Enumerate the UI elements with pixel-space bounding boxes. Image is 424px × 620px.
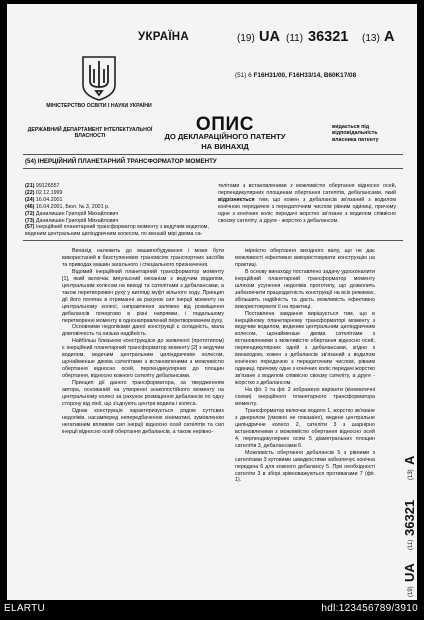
description-right-column xyxy=(235,248,375,484)
biblio-row: (24) 16.04.2001 xyxy=(25,196,63,203)
paragraph: Найбільш близькою конструкцією до заявленої (прототипом) є інерційний планетарний трансформатор моменту [2] з ведучим водилом, веденим центральним циліндричним колесом, щонайменше двома сателітами з встановленими з можливістю обертання відносно осей, перпендикулярних до площин обертання, відносно кожного сателіту дебалансами. xyxy=(62,338,224,380)
divider xyxy=(23,168,403,169)
invention-title: (54) ІНЕРЦІЙНИЙ ПЛАНЕТАРНИЙ ТРАНСФОРМАТОР МОМЕНТУ xyxy=(25,158,217,165)
bibliographic-data xyxy=(25,183,209,238)
ipc-prefix: (51) 6 xyxy=(235,72,252,79)
paragraph: Відомий інерційний планетарний трансформатор моменту [1], який включає імпульсний механізм з ведучим водилом, центральним колесом на виході та сателітами з дебалансами, а також перетворювач руху у вигляді муфт вільного ходу. Принцип дії його полягає в отриманні за рахунок сил інерції моменту на центральному колесі, направлення залежно від розміщення дебалансів почергово в різні напрямки, і подальшому перетворенні моменту в однонаправлений перетворювачем руху. xyxy=(62,268,224,324)
vertical-patent-number xyxy=(403,350,415,600)
paragraph: Винахід належить до машинобудування і може бути використаний в безступеневих трансмісіях транспортних засобів та приводах машин загального і спеціального призначення. xyxy=(62,248,224,268)
description-left-column xyxy=(62,248,224,436)
vertical-patent-number-text: 36321 xyxy=(402,499,417,536)
paragraph: мірністю обертання вихідного валу, що не дає можливості ефективно використовувати конструкцію на практиці. xyxy=(235,248,375,268)
side-note: видається під відповідальність власника патенту xyxy=(332,124,379,143)
paragraph: На фіг. 1 та фіг. 2 зображено варіанти (кінематичні схеми) інерційного планетарного трансформатора моменту. xyxy=(235,387,375,407)
country-code: UA xyxy=(259,29,280,45)
paragraph: В основу винаходу поставлено задачу удосконалити інерційний планетарний трансформатор моменту шляхом усунення недоліків прототипу, що дозволить забезпечити працездатність конструкції на всіх режимах, збільшить надійність та дасть можливість ефективно використовувати її на практиці. xyxy=(235,268,375,310)
department-name: ДЕРЖАВНИЙ ДЕПАРТАМЕНТ ІНТЕЛЕКТУАЛЬНОЇ ВЛАСНОСТІ xyxy=(27,127,153,139)
vertical-code-11: (11) xyxy=(408,539,414,550)
paragraph: Основними недоліками даної конструкції є складність, мала довговічність та низька надійність. xyxy=(62,324,224,338)
document-type: ОПИС xyxy=(195,114,255,135)
divider xyxy=(23,240,403,241)
footer-source: ELARTU xyxy=(4,603,46,614)
patent-number: 36321 xyxy=(308,29,349,45)
document-subtitle: ДО ДЕКЛАРАЦІЙНОГО ПАТЕНТУ НА ВИНАХІД xyxy=(164,132,286,151)
ipc-classification xyxy=(235,72,356,79)
paragraph: Трансформатор включає водило 1, жорстко зв'язане з джерелом (умовно не показано), ведене центральне циліндричне колесо 2, сателіти 3 з шарнірно встановленими з можливістю обертання відносно осей 4, перпендикулярних осям 5 діаметральних площин сателітів 3, дебалансами 6. xyxy=(235,407,375,449)
country-name: УКРАЇНА xyxy=(138,31,190,43)
claim-text: телітами з встановленими з можливістю обертання відносно осей, перпендикулярних площинам обертання сателітів, дебалансами, який відрізняється тим, що кожен з дебалансів зв'язаний з водилом конічною передачею з передаточним числом рівним одиниці, причому одне з конічних коліс передачі жорстко зв'язане з водилом співвісно своєму сателіту, а друге - жорстко з дебалансом. xyxy=(218,183,396,224)
footer-handle: hdl:123456789/3910 xyxy=(321,603,418,614)
paragraph: Поставлена завдання вирішується тим, що в інерційному планетарному трансформаторі моменту з ведучим водилом, веденим центральним циліндричним колесом, щонайменше двома сателітами з встановленими з можливістю обертання відносно осей, перпендикулярних одній з дебалансами, згідно з винаходом, кожен з дебалансів зв'язаний з водилом конічною передачею з передаточним числом, рівним одиниці, причому одне з конічних коліс передачі жорстко зв'язане з водилом співвісно своєму сателіту, а друге - жорстко з дебалансом. xyxy=(235,310,375,387)
divider xyxy=(23,154,403,155)
biblio-row: (73) Данилишин Григорій Михайлович xyxy=(25,217,119,224)
code-19: (19) xyxy=(237,33,255,44)
vertical-code-19: (19) xyxy=(408,586,414,597)
biblio-row: (72) Данилишин Григорій Михайлович xyxy=(25,210,119,217)
document-page xyxy=(7,4,417,600)
ipc-codes: F16H31/00, F16H33/14, B60K17/08 xyxy=(253,72,357,79)
biblio-row: (46) 16.04.2001, Бюл. № 3, 2001 р. xyxy=(25,203,110,210)
ministry-name: МІНІСТЕРСТВО ОСВІТИ І НАУКИ УКРАЇНИ xyxy=(46,103,152,109)
biblio-row: (57) Інерційний планетарний трансформатор моменту з ведучим водилом, веденим центральним циліндричним колесом, по меншій мірі двома са- xyxy=(25,224,209,238)
paragraph: Принцип дії даного трансформатора, за твердженням автора, оснований на утворенні знакопостійного моменту на центральному колесі за рахунок розміщення дебалансів по одну сторону від лінії, що з'єднують центри водила і колеса. xyxy=(62,380,224,407)
kind-code: A xyxy=(384,29,395,45)
vertical-kind-code: A xyxy=(402,455,417,465)
paragraph: Можливість обертання дебалансів 5 з рівними з сателітами 3 кутовими швидкостями забезпечує конічна передача 6 для кожного дебалансу 5. При необхідності сателіти 3 в зборі зрівноважуються противагами 7 (фіг. 1). xyxy=(235,449,375,484)
code-13: (13) xyxy=(362,33,380,44)
vertical-code-13: (13) xyxy=(408,469,414,480)
paragraph: Однак конструкція характеризується рядом суттєвих недоліків, насамперед непередбаченою кінематикі, зумовленою негативним впливом сил інерції відносно осей сателітів та сил інерції відносно осей обертання дебалансів, а також нерівно- xyxy=(62,407,224,435)
biblio-row: (21) 99126557 xyxy=(25,183,60,189)
vertical-country-code: UA xyxy=(402,563,417,582)
biblio-row: (22) 02.12.1999 xyxy=(25,189,63,196)
code-11: (11) xyxy=(286,33,304,44)
trident-emblem-icon xyxy=(81,55,117,101)
